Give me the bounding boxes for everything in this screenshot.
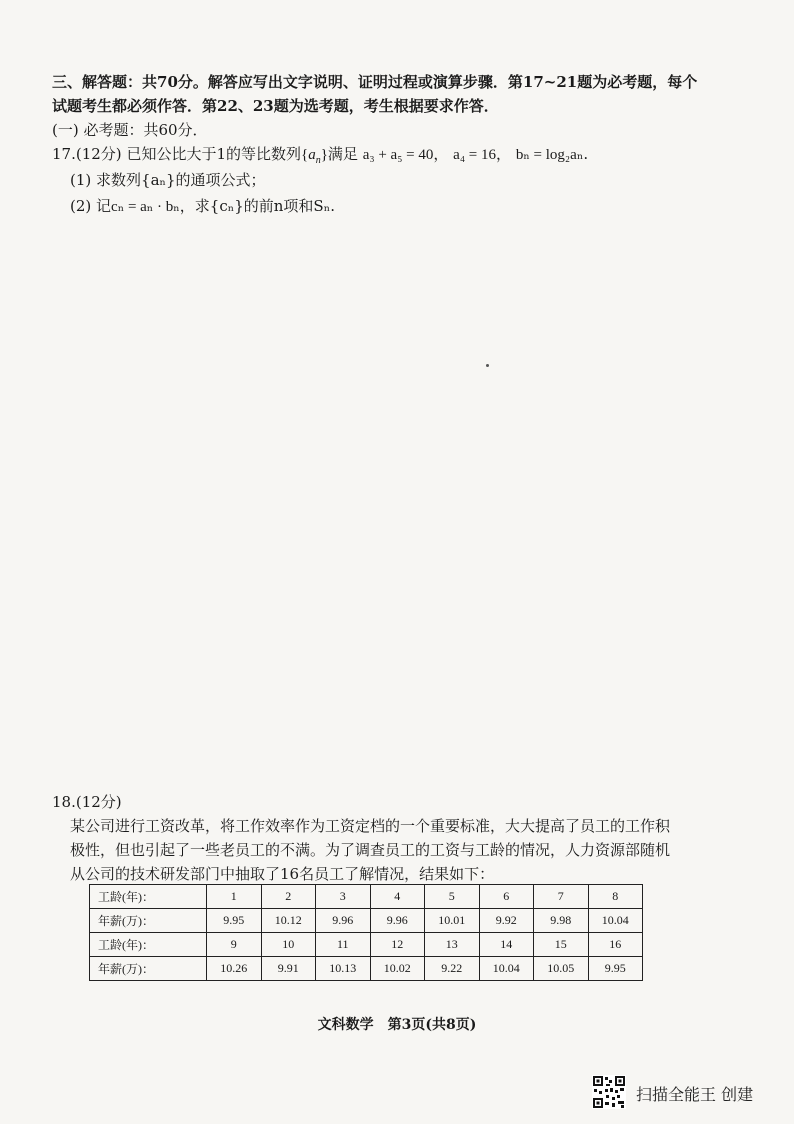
row-label-years: 工龄(年)： [90,933,207,957]
table-cell: 10.02 [370,957,425,981]
page-footer: 文科数学 第3页(共8页) [317,1017,477,1033]
table-row [90,957,643,981]
table-cell: 10.05 [534,957,589,981]
table-cell: 11 [316,933,371,957]
table-row [90,933,643,957]
q18-text-line3: 从公司的技术研发部门中抽取了16名员工了解情况，结果如下： [70,865,495,883]
scanner-watermark: 扫描全能王 创建 [636,1085,754,1104]
subsection-title: (一) 必考题：共60分． [52,121,208,139]
table-cell: 10 [261,933,316,957]
table-cell: 9.98 [534,909,589,933]
table-cell: 10.01 [425,909,480,933]
q17-part2-label: (2) [70,197,92,215]
table-cell: 6 [479,885,534,909]
table-cell: 9.22 [425,957,480,981]
scan-speck [486,364,489,367]
q17-part2-suffix: ，求{cₙ}的前n项和Sₙ. [179,197,335,215]
row-label-salary: 年薪(万)： [90,957,207,981]
table-cell: 2 [261,885,316,909]
table-cell: 9.91 [261,957,316,981]
q18-text-line1: 某公司进行工资改革，将工作效率作为工资定档的一个重要标准，大大提高了员工的工作积 [70,817,671,835]
table-cell: 10.04 [479,957,534,981]
table-cell: 12 [370,933,425,957]
row-label-salary: 年薪(万)： [90,909,207,933]
q17-eq1: a₃ + a₅ = 40 [362,147,434,163]
table-cell: 9.95 [588,957,643,981]
q18-number: 18. [52,793,76,811]
table-cell: 9 [207,933,262,957]
section-header-line1: 三、解答题：共70分。解答应写出文字说明、证明过程或演算步骤．第17~21题为必考题，每个 [52,73,698,91]
table-cell: 4 [370,885,425,909]
q17-part1-text: 求数列{aₙ}的通项公式； [96,171,266,189]
q18-text-line2: 极性，但也引起了一些老员工的不满。为了调查员工的工资与工龄的情况，人力资源部随机 [70,841,671,859]
q18-text [70,814,730,886]
table-row [90,909,643,933]
table-row [90,885,643,909]
q17-part2-prefix: 记 [96,197,112,215]
table-cell: 16 [588,933,643,957]
table-cell: 9.96 [316,909,371,933]
table-cell: 9.95 [207,909,262,933]
section-header-line2: 试题考生都必须作答．第22、23题为选考题，考生根据要求作答． [52,97,499,115]
q17-eq2: a₄ = 16 [453,147,497,163]
q17-points: (12分) [75,145,122,163]
q17-stem-cond: 满足 [327,145,358,163]
q18-points: (12分) [75,793,122,811]
table-cell: 15 [534,933,589,957]
table-cell: 3 [316,885,371,909]
q17-number: 17. [52,145,76,163]
table-cell: 5 [425,885,480,909]
q17-sequence-a: $\{a_n\}$ [300,147,328,166]
q17-part2 [70,196,335,217]
table-cell: 13 [425,933,480,957]
q17-stem-prefix: 已知公比大于1的等比数列 [126,145,301,163]
table-cell: 14 [479,933,534,957]
qr-code-icon [592,1075,626,1109]
table-cell: 7 [534,885,589,909]
q17-part1-label: (1) [70,171,92,189]
table-cell: 10.26 [207,957,262,981]
salary-table [89,884,643,981]
q17-part1 [70,170,266,190]
q18-header [52,792,122,812]
table-cell: 10.04 [588,909,643,933]
table-cell: 1 [207,885,262,909]
table-cell: 10.12 [261,909,316,933]
table-cell: 9.96 [370,909,425,933]
q17-stem: 17.(12分) 已知公比大于1的等比数列$\{a_n\}$满足 a₃ + a₅ = 40， a₄ = 16， bₙ = log₂aₙ. [52,145,589,166]
row-label-years: 工龄(年)： [90,885,207,909]
table-cell: 8 [588,885,643,909]
table-cell: 10.13 [316,957,371,981]
q17-eq3: bₙ = log₂aₙ [515,147,584,163]
table-cell: 9.92 [479,909,534,933]
q17-part2-def: cₙ = aₙ · bₙ [111,199,180,215]
